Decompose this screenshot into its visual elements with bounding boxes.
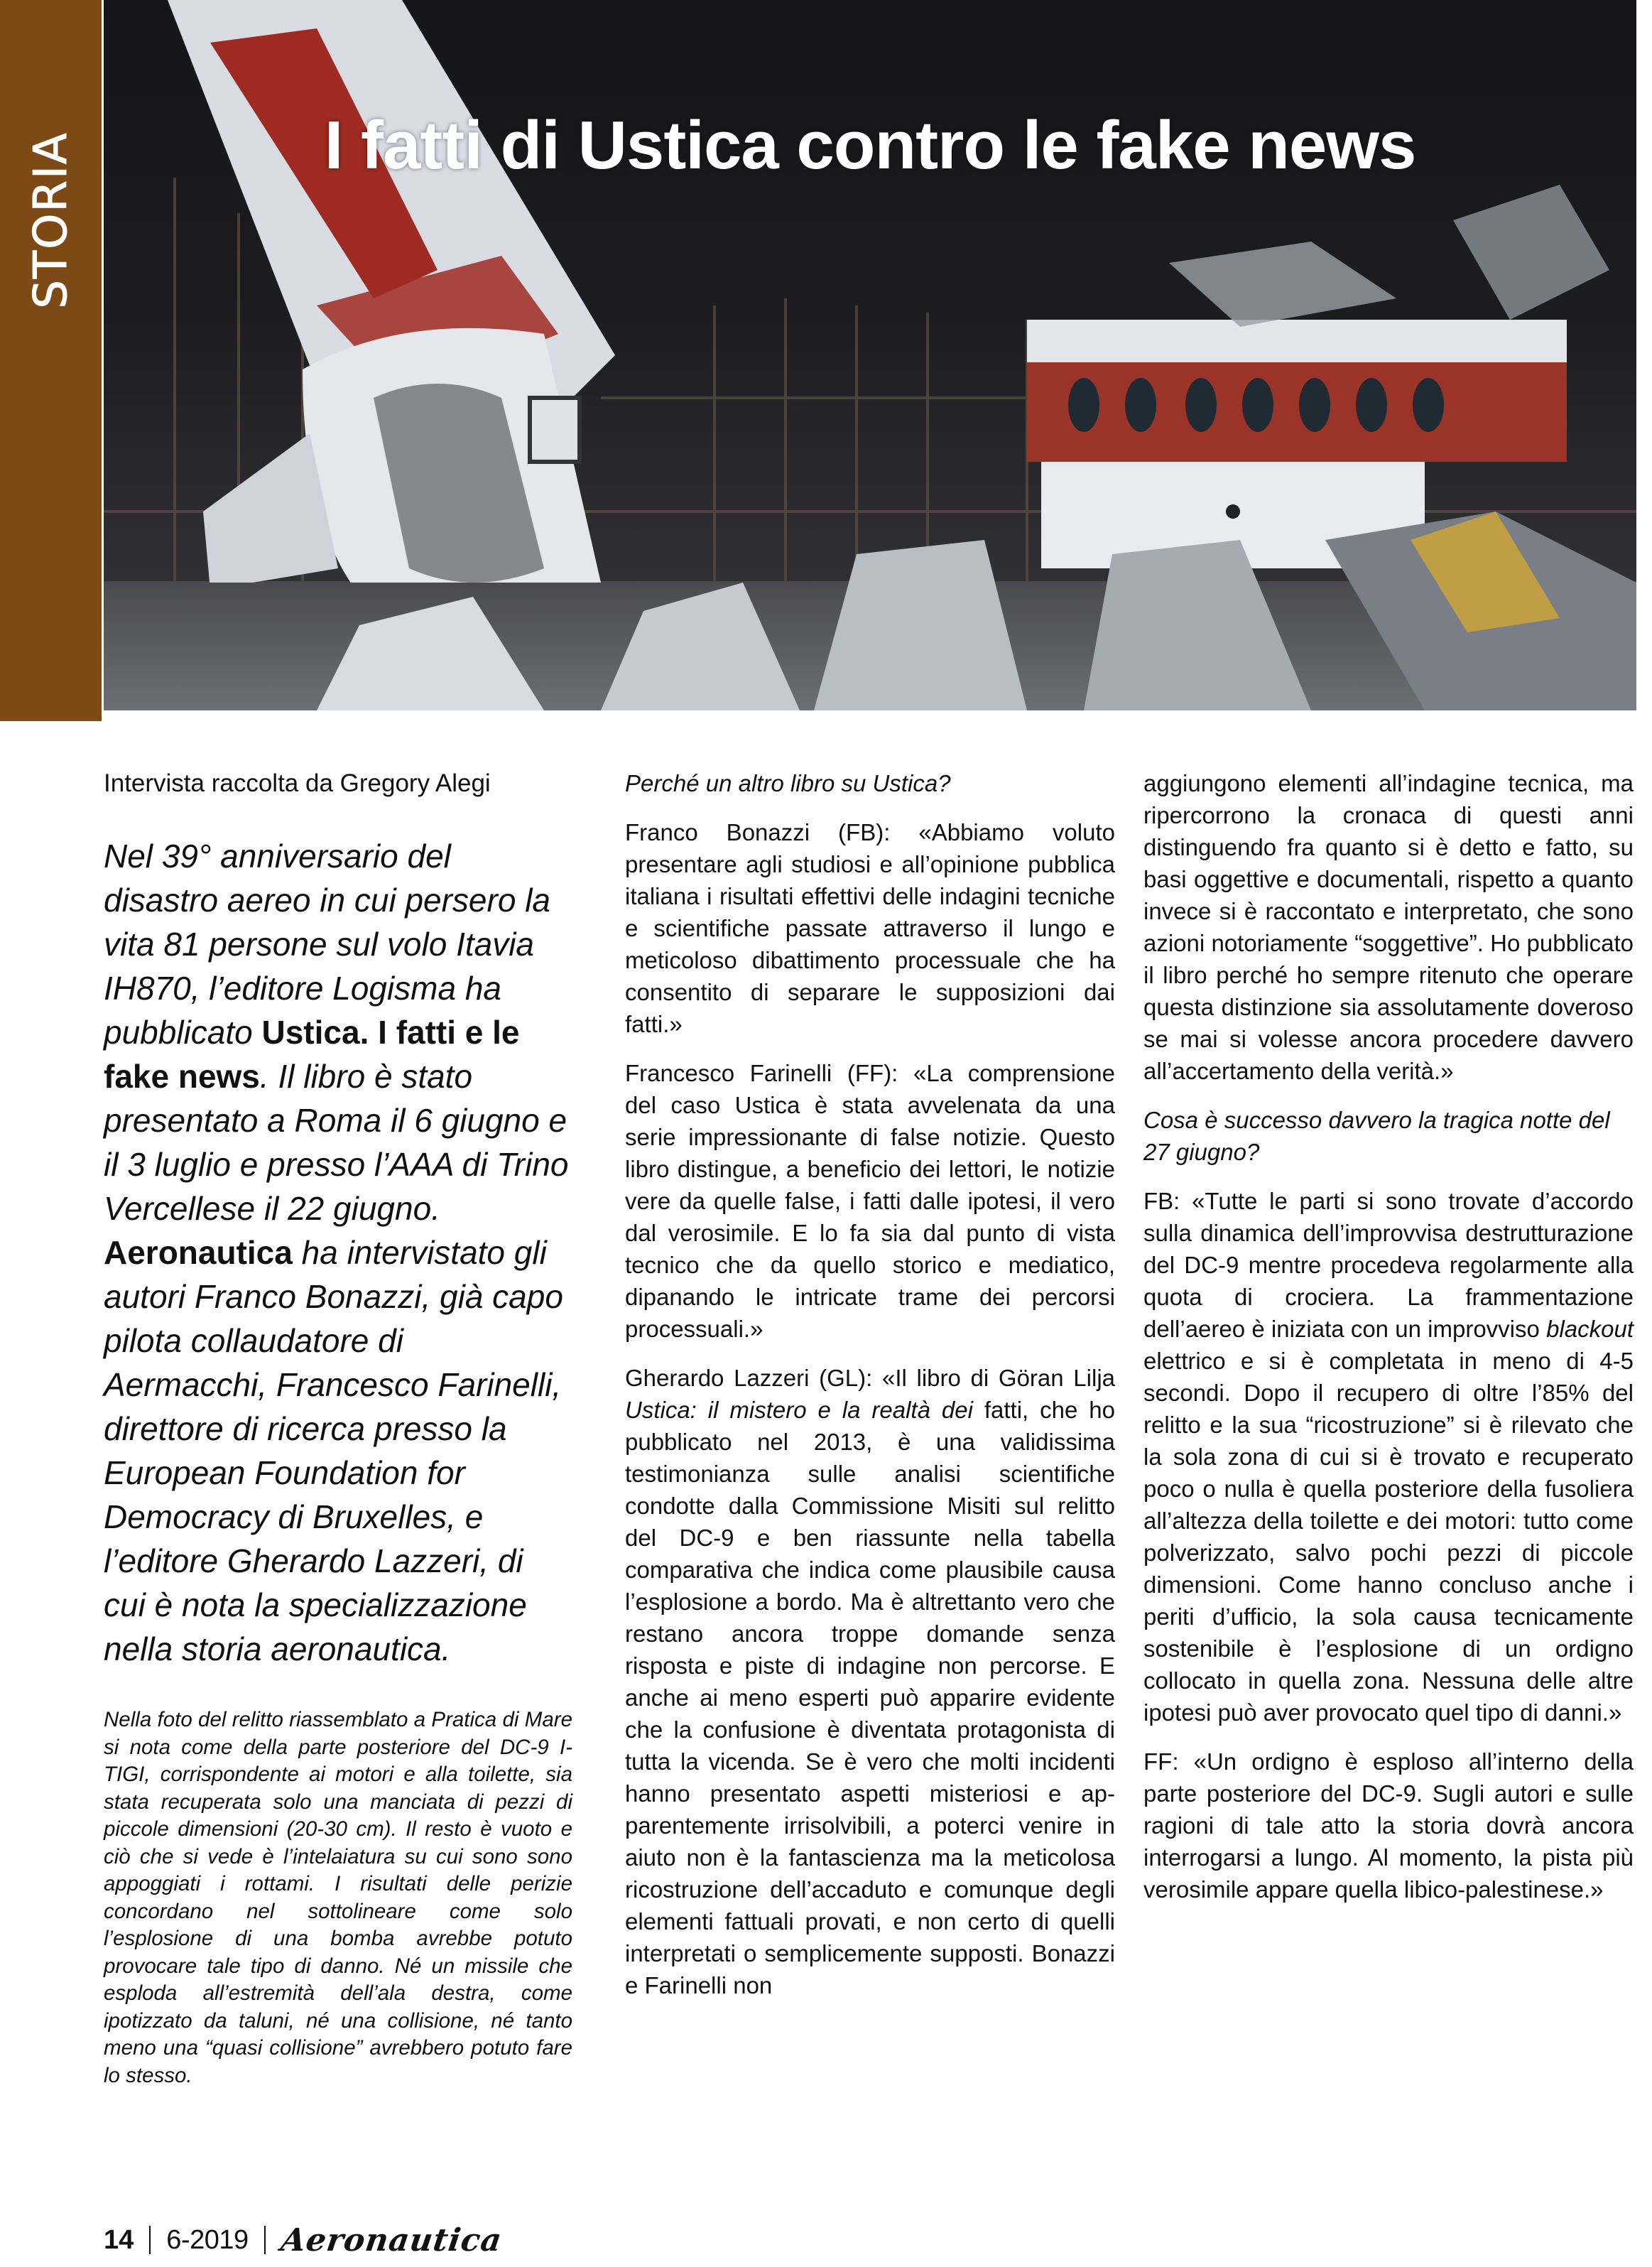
section-strip	[0, 0, 102, 721]
book-title: Ustica. I fatti e le fake news	[104, 1014, 520, 1095]
answer-text: Gherardo Lazzeri (GL): «Il libro di Göran Lilja	[625, 1365, 1115, 1391]
answer-farinelli: Francesco Farinelli (FF): «La comprensione del caso Ustica è stata avvelenata da una serie impressionante di false notizie. Questo libro distingue, a beneficio dei lettori, le notizie vere da quelle false, i fatti dalle ipotesi, il vero dal verosimile. E lo fa sia dal punto di vista tecnico che da quello storico e mediatico, dipanando le intricate trame dei percorsi processuali.»	[625, 1060, 1115, 1342]
divider	[149, 2226, 151, 2254]
interview-question: Cosa è successo davvero la tragica notte del 27 giugno?	[1143, 1107, 1610, 1165]
answer-text: fatti, che ho pubblicato nel 2013, è una validissima testimonianza sulle analisi scientifiche condotte dalla Commissione Misiti sul relitto del DC-9 e ben riassunte nella tabella comparativa che indica come plausibile causa l’esplosione a bordo. Ma è altrettanto vero che restano ancora troppe domande senza risposta e piste di indagine non percorse. E anche ai meno esperti può apparire evidente che la confusione è diventata protagonista di tutta la vicenda. Se è vero che molti incidenti hanno presentato aspetti misteriosi e apparentemente irrisolvibili, a poterci venire in aiuto non è la fantascienza ma la meticolosa ricostruzione dell’accaduto e comunque degli elementi fattuali provati, e non certo di quelli interpretati o semplicemente supposti. Bonazzi e Farinelli non	[625, 1397, 1115, 1998]
divider	[264, 2226, 266, 2254]
answer-farinelli: FF: «Un ordigno è esploso all’interno della parte posteriore del DC-9. Sugli autori e sulle ragioni di tale atto la storia dovrà ancora interrogarsi a lungo. Al momento, la pista più verosimile appare quella libico-palestinese.»	[1143, 1748, 1634, 1903]
column-2	[625, 767, 1115, 2018]
lead-text: . Il libro è stato presentato a Roma il 6 giugno e il 3 luglio e presso l’AAA di Trino Vercellese il 22 giugno.	[104, 1058, 569, 1227]
article-title: I fatti di Ustica contro le fake news	[324, 107, 1416, 183]
photo-caption: Nella foto del relitto riassemblato a Pratica di Mare si nota come della parte posteriore del DC-9 I-TIGI, corrispondente ai motori e alla toilette, sia stata recuperata solo una manciata di pezzi di piccole dimensioni (20-30 cm). Il resto è vuoto e ciò che si vede è l’intelaiatura su cui sono sono appoggiati i rottami. I risultati delle perizie concordano nel sottolineare come solo l’esplosione di una bomba avrebbe potuto provocare tale tipo di danno. Né un missile che esploda all’estremità dell’ala destra, come ipotizzato da taluni, né una collisione, né tanto meno una “quasi collisione” avrebbero potuto fare lo stesso.	[104, 1708, 572, 2087]
interview-question: Perché un altro libro su Ustica?	[625, 770, 951, 796]
answer-lazzeri-cont: aggiungono elementi all’indagine tecnica, ma ripercorrono la cronaca di questi anni distinguendo fra quanto si è detto e fatto, su basi oggettive e documentali, rispetto a quanto invece si è raccontato e interpretato, che sono azioni notoriamente “soggettive”. Ho pubblicato il libro perché ho sempre ritenuto che operare questa distinzione sia assolutamente doveroso se mai si volesse ancora procedere davvero all’accertamento della verità.»	[1143, 770, 1634, 1084]
hero-photo	[104, 0, 1636, 710]
book-title: Ustica: il mistero e la realtà dei	[625, 1397, 973, 1423]
lead-text: ha intervistato gli autori Franco Bonazzi, già capo pilota collaudatore di Aermacchi, Francesco Farinelli, direttore di ricerca presso la European Foundation for Democracy di Bruxelles, e l’editore Gherardo Lazzeri, di cui è nota la specializzazione nella storia aeronautica.	[104, 1234, 563, 1667]
lead-text: Nel 39° anniversario del disastro aereo in cui persero la vita 81 persone sul volo Itavia IH870, l’editore Logisma ha pubblicato	[104, 838, 550, 1051]
issue-date: 6-2019	[166, 2224, 249, 2255]
section-label: STORIA	[25, 131, 77, 309]
answer-bonazzi: Franco Bonazzi (FB): «Abbiamo voluto presentare agli studiosi e all’opinione pubblica italiana i risultati effettivi delle indagini tecniche e scientifiche passate attraverso il lungo e meticoloso dibattimento processuale che ha consentito di separare le supposizioni dai fatti.»	[625, 819, 1115, 1037]
magazine-logo: Aeronautica	[278, 2222, 504, 2258]
byline: Intervista raccolta da Gregory Alegi	[104, 769, 491, 797]
magazine-name: Aeronautica	[104, 1234, 293, 1271]
column-3	[1143, 767, 1634, 1922]
column-1	[104, 767, 572, 2089]
page-number: 14	[104, 2224, 134, 2255]
page-footer	[104, 2222, 504, 2258]
answer-bonazzi	[1143, 1185, 1634, 1728]
emphasis: blackout	[1546, 1316, 1634, 1342]
answer-text: elettrico e si è completata in meno di 4-5 secondi. Dopo il recupero di oltre l’85% del relitto e la sua “ricostruzione” si è rilevato che la sola zona di cui si è trovato e recuperato poco o nulla è quella posteriore della fusoliera all’altezza della toilette e dei motori: tutto come polverizzato, salvo pochi pezzi di piccole dimensioni. Come hanno concluso anche i periti d’ufficio, la sola causa tecnicamente sostenibile è l’esplosione di un ordigno collocato in quella zona. Nessuna delle altre ipotesi può aver provocato quel tipo di danni.»	[1143, 1348, 1634, 1726]
lead-paragraph	[104, 834, 572, 1671]
answer-text: FB: «Tutte le parti si sono trovate d’accordo sulla dinamica dell’improvvisa destrutturazione del DC-9 mentre procedeva regolarmente alla quota di crociera. La frammentazione dell’aereo è iniziata con un improvviso	[1143, 1188, 1634, 1342]
answer-lazzeri-start	[625, 1362, 1115, 2001]
